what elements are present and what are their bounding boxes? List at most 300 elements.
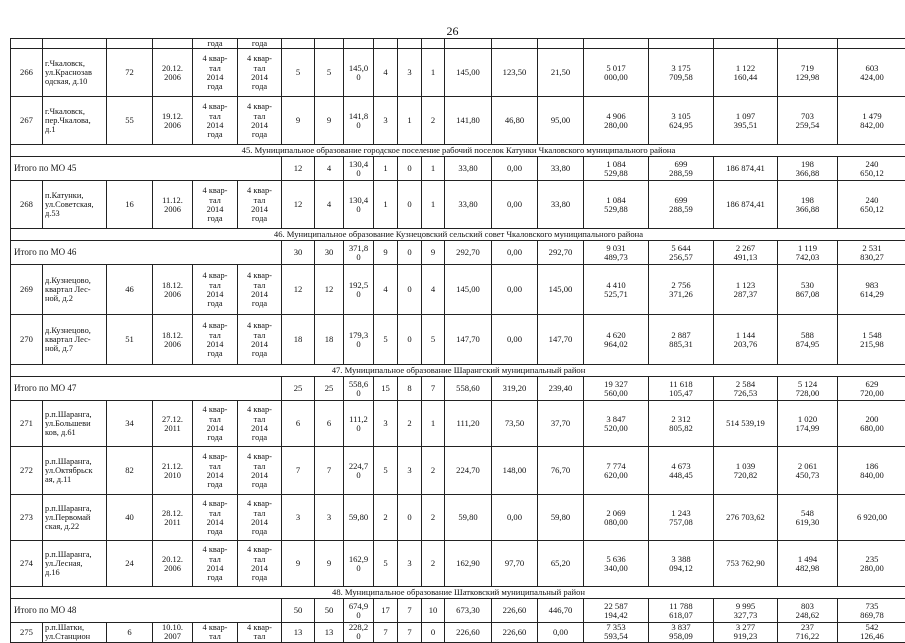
cell-row-number: 273 xyxy=(11,495,43,541)
cell-area xyxy=(344,377,374,401)
cell-line: 11.12. xyxy=(154,196,191,205)
cell-c20 xyxy=(838,623,905,642)
cell-c8: 30 xyxy=(315,241,344,265)
cell-line: тал xyxy=(194,64,236,73)
cell-line: 2014 xyxy=(239,73,280,82)
cell-c13: 147,70 xyxy=(445,315,492,365)
cell-line: 2014 xyxy=(239,471,280,480)
cell-line: 4 квар- xyxy=(239,545,280,554)
cell-c16 xyxy=(584,623,649,642)
cell-line: 674,9 xyxy=(345,602,372,611)
cell-line: года xyxy=(194,573,236,582)
cell-line: ул.Краснозав xyxy=(45,68,105,77)
cell-line: 198 xyxy=(779,160,836,169)
cell-c11: 2 xyxy=(398,401,422,447)
cell-line: года xyxy=(194,480,236,489)
cell-c17 xyxy=(649,599,714,623)
cell-line: года xyxy=(239,82,280,91)
table-row xyxy=(11,541,905,587)
cell-c3: 24 xyxy=(107,541,153,587)
cell-quarter-planned xyxy=(193,49,238,97)
cell-line: 919,23 xyxy=(715,632,776,641)
cell-c14: 319,20 xyxy=(492,377,538,401)
cell-line: 20.12. xyxy=(154,555,191,564)
cell-address xyxy=(43,49,107,97)
cell-line: 1 548 xyxy=(839,331,905,340)
cell-c8: 6 xyxy=(315,401,344,447)
cell-c7: 9 xyxy=(282,97,315,145)
cell-line: 558,6 xyxy=(345,380,372,389)
cell-line: 5 644 xyxy=(650,244,712,253)
cell-line: 2014 xyxy=(194,121,236,130)
cell-c11: 0 xyxy=(398,265,422,315)
cell-c16 xyxy=(584,495,649,541)
cell-c14: 0,00 xyxy=(492,181,538,229)
cell-line: года xyxy=(194,130,236,139)
cell-c16 xyxy=(584,157,649,181)
cell-area xyxy=(344,623,374,642)
cell-c13: 145,00 xyxy=(445,265,492,315)
total-label: Итого по МО 45 xyxy=(11,157,282,181)
section-header-row xyxy=(11,587,905,599)
cell-address xyxy=(43,265,107,315)
cell-line: 2014 xyxy=(239,340,280,349)
cell-line: 1 084 xyxy=(585,196,647,205)
cell-line: 228,2 xyxy=(345,623,372,632)
cell-date xyxy=(153,541,193,587)
cell-line: 1 119 xyxy=(779,244,836,253)
cell-line: 560,00 xyxy=(585,389,647,398)
cell-line: п.Катунки, xyxy=(45,191,105,200)
cell-line: 0 xyxy=(345,290,372,299)
table-row xyxy=(11,49,905,97)
cell-c19 xyxy=(778,599,838,623)
cell-c12: 0 xyxy=(422,623,445,642)
cell-line: 7 774 xyxy=(585,462,647,471)
cell-c12: 4 xyxy=(422,265,445,315)
table-row-continuation xyxy=(11,39,905,49)
cell-line: д.1 xyxy=(45,125,105,134)
cell-c12: 2 xyxy=(422,447,445,495)
cell-c14: 0,00 xyxy=(492,157,538,181)
cell-line: 2011 xyxy=(154,518,191,527)
cell-line: 4 квар- xyxy=(239,186,280,195)
cell-c12: 2 xyxy=(422,541,445,587)
cell-c11: 0 xyxy=(398,315,422,365)
cell-c19 xyxy=(778,447,838,495)
cell-area xyxy=(344,541,374,587)
cell-line: 4 620 xyxy=(585,331,647,340)
cell-line: 0 xyxy=(345,121,372,130)
cell-line: 964,02 xyxy=(585,340,647,349)
cell-line: тал xyxy=(239,415,280,424)
cell-quarter-actual xyxy=(238,447,282,495)
cell-c20 xyxy=(838,157,905,181)
cell-line: 2 584 xyxy=(715,380,776,389)
cell-c11: 3 xyxy=(398,447,422,495)
cell-line: 288,59 xyxy=(650,205,712,214)
cell-line: тал xyxy=(194,415,236,424)
cell-line: 2014 xyxy=(194,340,236,349)
cell-line: 867,08 xyxy=(779,290,836,299)
cell-line: 2014 xyxy=(194,290,236,299)
cell-c18 xyxy=(714,315,778,365)
cell-line: 126,46 xyxy=(839,632,905,641)
cell-line: 0 xyxy=(345,253,372,262)
cell-c7: 50 xyxy=(282,599,315,623)
cell-line: 5 017 xyxy=(585,64,647,73)
table-row xyxy=(11,495,905,541)
cell-line: 59,80 xyxy=(345,513,372,522)
cell-c8: 9 xyxy=(315,541,344,587)
cell-c7: 3 xyxy=(282,495,315,541)
cell-c3: 72 xyxy=(107,49,153,97)
cell-line: тал xyxy=(194,632,236,641)
cell-line: 198 xyxy=(779,196,836,205)
cell-line: 0 xyxy=(345,205,372,214)
cell-area xyxy=(344,599,374,623)
cell-line: р.п.Шаранга, xyxy=(45,410,105,419)
cell-quarter-planned xyxy=(193,495,238,541)
cell-c20 xyxy=(838,49,905,97)
cell-quarter-planned xyxy=(193,401,238,447)
cell-line: 699 xyxy=(650,196,712,205)
cell-c7: 13 xyxy=(282,623,315,642)
cell-line: 141,8 xyxy=(345,112,372,121)
cell-line: года xyxy=(239,299,280,308)
cell-line: 525,71 xyxy=(585,290,647,299)
cell-line: 874,95 xyxy=(779,340,836,349)
cell-c17 xyxy=(649,377,714,401)
cell-c8: 12 xyxy=(315,265,344,315)
cell-line: тал xyxy=(194,555,236,564)
cell-line: ул.Первомай xyxy=(45,513,105,522)
cell-line: 4 квар- xyxy=(194,186,236,195)
cell-line: 2 267 xyxy=(715,244,776,253)
cell-line: р.п.Шаранга, xyxy=(45,550,105,559)
cell-area xyxy=(344,49,374,97)
cell-c10: 17 xyxy=(374,599,398,623)
cell-line: 1 097 xyxy=(715,112,776,121)
cell-c15: 147,70 xyxy=(538,315,584,365)
cell-c7: 18 xyxy=(282,315,315,365)
cell-line: года xyxy=(239,214,280,223)
cell-c17 xyxy=(649,623,714,642)
cell-c15: 239,40 xyxy=(538,377,584,401)
cell-c18 xyxy=(714,623,778,642)
cell-line: 4 673 xyxy=(650,462,712,471)
cell-quarter-planned xyxy=(193,97,238,145)
cell-c20 xyxy=(838,541,905,587)
cell-line: 1 243 xyxy=(650,509,712,518)
cell-line: 958,09 xyxy=(650,632,712,641)
cell-line: 2006 xyxy=(154,290,191,299)
cell-c3: 51 xyxy=(107,315,153,365)
cell-c8: 4 xyxy=(315,157,344,181)
cell-line: 735 xyxy=(839,602,905,611)
cell-c13: 226,60 xyxy=(445,623,492,642)
cell-c7: 7 xyxy=(282,447,315,495)
cell-line: 614,29 xyxy=(839,290,905,299)
cell-line: 680,00 xyxy=(839,424,905,433)
cell-c15: 292,70 xyxy=(538,241,584,265)
cell-c13: 673,30 xyxy=(445,599,492,623)
cell-line: 237 xyxy=(779,623,836,632)
cell-address xyxy=(43,541,107,587)
cell-line: тал xyxy=(239,555,280,564)
cell-c20 xyxy=(838,97,905,145)
cell-line: тал xyxy=(194,196,236,205)
cell-line: 0 xyxy=(345,389,372,398)
cell-line: 757,08 xyxy=(650,518,712,527)
cell-line: 2006 xyxy=(154,564,191,573)
cell-line: р.п.Шатки, xyxy=(45,623,105,632)
cell-c18 xyxy=(714,49,778,97)
cell-c19 xyxy=(778,315,838,365)
cell-c16 xyxy=(584,97,649,145)
cell-c10: 3 xyxy=(374,401,398,447)
cell-c16 xyxy=(584,377,649,401)
cell-line: р.п.Шаранга, xyxy=(45,504,105,513)
cell-line: 514 539,19 xyxy=(715,419,776,428)
cell-c12: 1 xyxy=(422,181,445,229)
cell-line: 4 квар- xyxy=(194,405,236,414)
cell-line: 1 084 xyxy=(585,160,647,169)
cell-line: тал xyxy=(194,462,236,471)
section-title: 48. Муниципальное образование Шатковский муниципальный район xyxy=(11,587,905,599)
cell-quarter-actual xyxy=(238,495,282,541)
cell-line: 3 105 xyxy=(650,112,712,121)
cell-line: 21.12. xyxy=(154,462,191,471)
cell-line: 2014 xyxy=(194,424,236,433)
cell-c3: 34 xyxy=(107,401,153,447)
cell-line: 130,4 xyxy=(345,160,372,169)
cell-line: 1 020 xyxy=(779,415,836,424)
cell-line: 2006 xyxy=(154,121,191,130)
cell-line: 1 494 xyxy=(779,555,836,564)
cell-line: 194,42 xyxy=(585,611,647,620)
cell-c12: 2 xyxy=(422,495,445,541)
cell-c12: 7 xyxy=(422,377,445,401)
cell-line: 9 995 xyxy=(715,602,776,611)
cell-area xyxy=(344,157,374,181)
cell-c17 xyxy=(649,315,714,365)
cell-c19 xyxy=(778,241,838,265)
cell-c14: 46,80 xyxy=(492,97,538,145)
cell-line: 10.10. xyxy=(154,623,191,632)
cell-address xyxy=(43,401,107,447)
cell-line: 0 xyxy=(345,169,372,178)
cell-c19 xyxy=(778,623,838,642)
cell-line: 3 388 xyxy=(650,555,712,564)
cell-line: 4 квар- xyxy=(239,499,280,508)
cell-line: 2014 xyxy=(239,518,280,527)
cell-line: 3 847 xyxy=(585,415,647,424)
cell-line: 174,99 xyxy=(779,424,836,433)
cell-c3: 16 xyxy=(107,181,153,229)
cell-line: 259,54 xyxy=(779,121,836,130)
section-header-row xyxy=(11,145,905,157)
cell-line: 650,12 xyxy=(839,169,905,178)
cell-line: 618,07 xyxy=(650,611,712,620)
cell-c18 xyxy=(714,495,778,541)
cell-line: тал xyxy=(239,196,280,205)
cell-line: 2 069 xyxy=(585,509,647,518)
cell-line: 709,58 xyxy=(650,73,712,82)
cell-c7: 12 xyxy=(282,157,315,181)
cell-line: 4 410 xyxy=(585,281,647,290)
cell-line: 215,98 xyxy=(839,340,905,349)
cell-c10: 5 xyxy=(374,541,398,587)
cell-line: 0 xyxy=(345,564,372,573)
cell-c19 xyxy=(778,157,838,181)
cell-quarter-planned xyxy=(193,541,238,587)
cell-c8: 9 xyxy=(315,97,344,145)
cell-line: 2 061 xyxy=(779,462,836,471)
cell-c19 xyxy=(778,541,838,587)
cell-c16 xyxy=(584,241,649,265)
cell-quarter-actual xyxy=(238,623,282,642)
cell-line: 720,82 xyxy=(715,471,776,480)
cell-c15: 33,80 xyxy=(538,157,584,181)
cell-line: 248,62 xyxy=(779,611,836,620)
cell-line: г.Чкаловск, xyxy=(45,107,105,116)
cell-c14: 226,60 xyxy=(492,623,538,642)
cell-line: 2 531 xyxy=(839,244,905,253)
cell-line: квартал Лес- xyxy=(45,285,105,294)
cell-line: 530 xyxy=(779,281,836,290)
cell-c10: 1 xyxy=(374,157,398,181)
cell-line: 22 587 xyxy=(585,602,647,611)
cell-line: 2007 xyxy=(154,632,191,641)
cell-area xyxy=(344,181,374,229)
cell-line: 19 327 xyxy=(585,380,647,389)
cell-c8: 50 xyxy=(315,599,344,623)
cell-quarter-planned xyxy=(193,447,238,495)
cell-line: 4 квар- xyxy=(239,321,280,330)
cell-c16 xyxy=(584,265,649,315)
cell-line: 753 762,90 xyxy=(715,559,776,568)
cell-line: 19.12. xyxy=(154,112,191,121)
cell-c17 xyxy=(649,447,714,495)
cell-line: 340,00 xyxy=(585,564,647,573)
cell-line: 4 квар- xyxy=(239,102,280,111)
cell-line: ул.Станцион xyxy=(45,632,105,641)
cell-line: 111,2 xyxy=(345,415,372,424)
cell-line: д.Кузнецово, xyxy=(45,276,105,285)
cell-line: 4 квар- xyxy=(239,54,280,63)
cell-line: года xyxy=(239,349,280,358)
cell-line: 0 xyxy=(345,73,372,82)
cell-row-number: 266 xyxy=(11,49,43,97)
cell-quarter-actual xyxy=(238,181,282,229)
cell-line: 4 квар- xyxy=(194,623,236,632)
cell-line: 395,51 xyxy=(715,121,776,130)
cell-line: 240 xyxy=(839,196,905,205)
cell-c15: 0,00 xyxy=(538,623,584,642)
cell-line: 186 874,41 xyxy=(715,200,776,209)
cell-c11: 0 xyxy=(398,157,422,181)
cell-line: 2014 xyxy=(239,121,280,130)
cell-c14: 0,00 xyxy=(492,241,538,265)
cell-line: 192,5 xyxy=(345,281,372,290)
cell-line: 5 124 xyxy=(779,380,836,389)
cell-quarter-actual xyxy=(238,265,282,315)
total-label: Итого по МО 48 xyxy=(11,599,282,623)
cell-line: ул.Лесная, xyxy=(45,559,105,568)
cell-line: 2 756 xyxy=(650,281,712,290)
cell-c17 xyxy=(649,241,714,265)
cell-line: 2014 xyxy=(239,424,280,433)
cell-line: 371,8 xyxy=(345,244,372,253)
cell-line: ной, д.7 xyxy=(45,344,105,353)
cell-c11: 8 xyxy=(398,377,422,401)
cell-line: 4 квар- xyxy=(194,271,236,280)
table-row xyxy=(11,97,905,145)
cell-line: года xyxy=(194,82,236,91)
cell-address xyxy=(43,623,107,642)
cell-line: 7 353 xyxy=(585,623,647,632)
cell-line: 9 031 xyxy=(585,244,647,253)
cell-line: 2 312 xyxy=(650,415,712,424)
section-title: 45. Муниципальное образование городское поселение рабочий поселок Катунки Чкаловского муниципального района xyxy=(11,145,905,157)
cell-line: ков, д.61 xyxy=(45,428,105,437)
cell-line: 842,00 xyxy=(839,121,905,130)
cell-c20 xyxy=(838,401,905,447)
cell-c16 xyxy=(584,447,649,495)
cell-line: тал xyxy=(194,509,236,518)
cell-line: 2 887 xyxy=(650,331,712,340)
cell-line: 18.12. xyxy=(154,281,191,290)
cell-quarter-planned xyxy=(193,181,238,229)
cell-line: года xyxy=(194,349,236,358)
cell-c10: 9 xyxy=(374,241,398,265)
section-title: 46. Муниципальное образование Кузнецовский сельский совет Чкаловского муниципального района xyxy=(11,229,905,241)
cell-line: тал xyxy=(239,112,280,121)
cell-line: 186 874,41 xyxy=(715,164,776,173)
housing-register-table xyxy=(10,38,905,643)
cell-c7: 30 xyxy=(282,241,315,265)
cell-c18 xyxy=(714,447,778,495)
cell-line: 240 xyxy=(839,160,905,169)
cell-c10: 5 xyxy=(374,447,398,495)
cell-c19 xyxy=(778,265,838,315)
cell-line: года xyxy=(194,527,236,536)
cell-address xyxy=(43,181,107,229)
cell-line: 280,00 xyxy=(839,564,905,573)
total-row xyxy=(11,241,905,265)
cell-c13: 224,70 xyxy=(445,447,492,495)
cell-c12: 1 xyxy=(422,401,445,447)
cell-line: 094,12 xyxy=(650,564,712,573)
cell-date xyxy=(153,97,193,145)
cell-date xyxy=(153,447,193,495)
cell-line: 080,00 xyxy=(585,518,647,527)
cell-line: 1 479 xyxy=(839,112,905,121)
cell-row-number: 271 xyxy=(11,401,43,447)
cell-c11: 7 xyxy=(398,623,422,642)
cell-c19 xyxy=(778,401,838,447)
cell-c11: 7 xyxy=(398,599,422,623)
cell-line: 593,54 xyxy=(585,632,647,641)
cell-c13: 558,60 xyxy=(445,377,492,401)
cell-line: 235 xyxy=(839,555,905,564)
cell-date xyxy=(153,315,193,365)
cell-c10: 7 xyxy=(374,623,398,642)
cell-line: 4 квар- xyxy=(194,54,236,63)
cell-line: 529,88 xyxy=(585,169,647,178)
cell-line: тал xyxy=(239,462,280,471)
